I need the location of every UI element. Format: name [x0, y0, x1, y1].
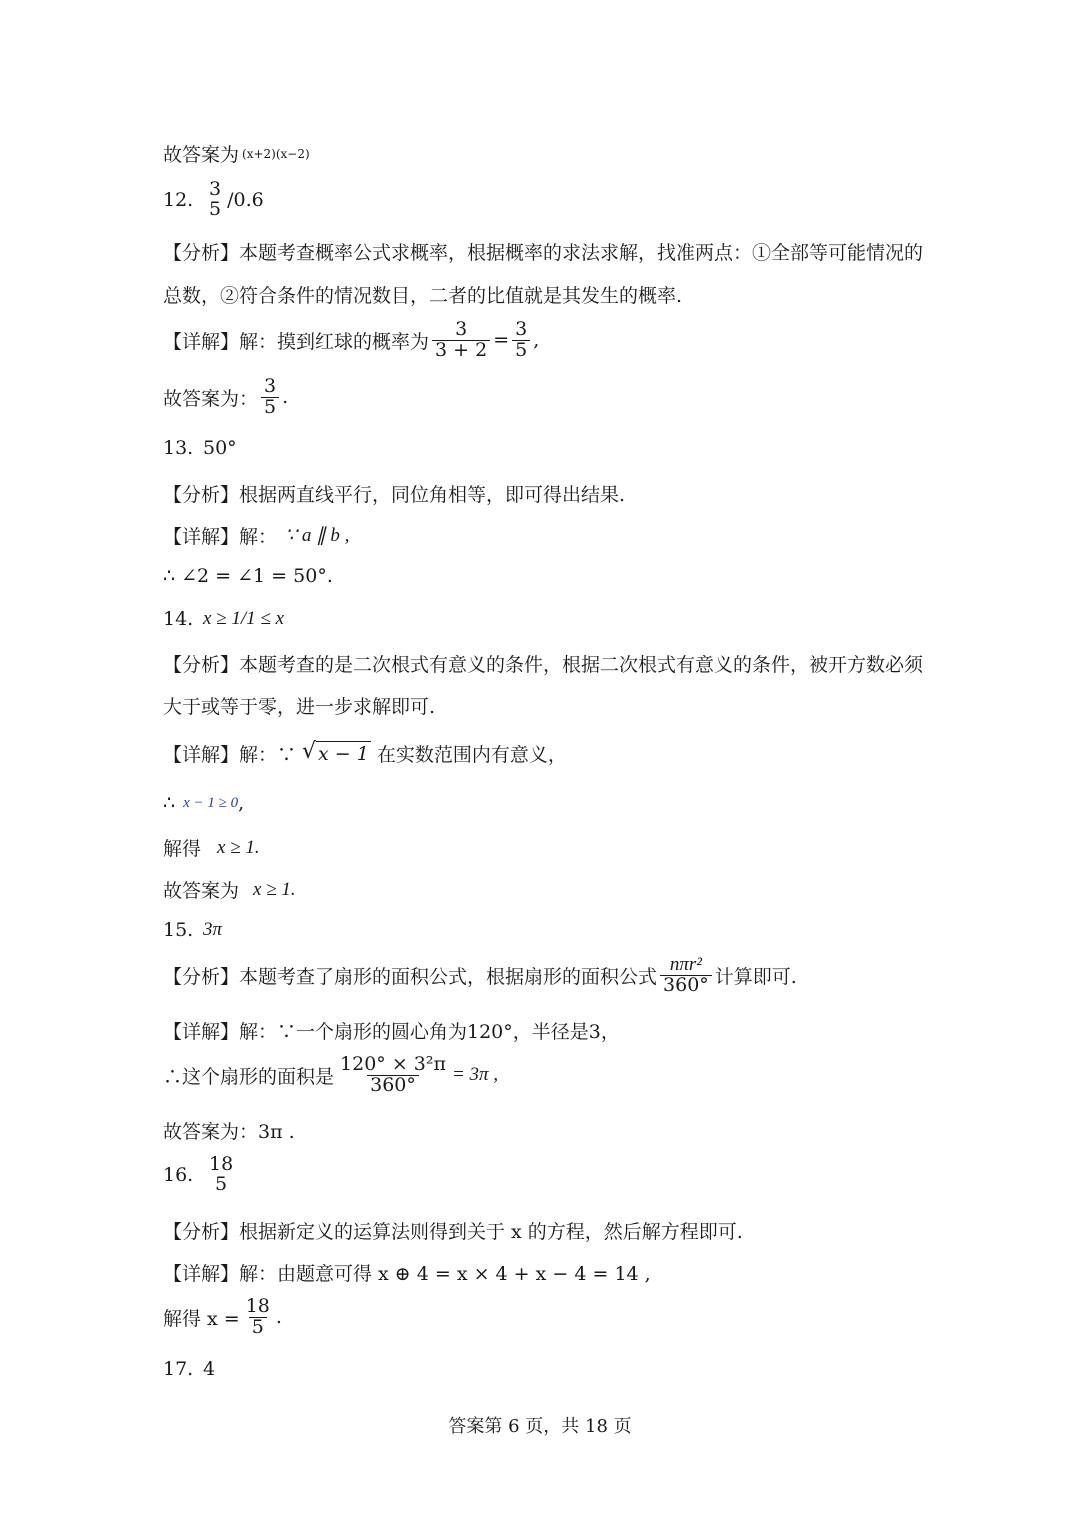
answer-value: x ≥ 1/1 ≤ x — [203, 608, 285, 629]
question-number: 13. — [163, 437, 194, 459]
denominator: 360° — [660, 975, 712, 996]
answer-line-11 — [163, 140, 310, 167]
fraction — [660, 955, 712, 996]
math-expression: = 3π , — [451, 1064, 499, 1086]
fraction — [206, 1155, 236, 1195]
question-number: 14. — [163, 608, 194, 630]
q14-answer — [163, 876, 296, 903]
fraction — [337, 1055, 449, 1096]
answer-value: 3π — [203, 919, 223, 940]
numerator: 3 — [264, 375, 277, 397]
denominator: 5 — [249, 1317, 267, 1338]
question-14-answer — [163, 608, 284, 630]
denominator: 5 — [261, 397, 279, 418]
page-footer: 答案第 6 页，共 18 页 — [448, 1416, 632, 1437]
numerator: 3 — [515, 318, 528, 340]
numerator: 3 — [455, 318, 468, 340]
math-expression: x ≥ 1. — [253, 878, 296, 900]
answer-label: 故答案为 — [163, 144, 240, 166]
denominator: 3 + 2 — [432, 340, 490, 361]
analysis-text: 【分析】根据两直线平行，同位角相等，即可得出结果. — [163, 484, 626, 506]
math-expression: x − 1 ≥ 0 — [183, 794, 239, 811]
fraction — [243, 1297, 273, 1338]
q13-analysis — [163, 480, 625, 507]
numerator: 18 — [209, 1153, 234, 1175]
math-expression: x ≥ 1. — [217, 836, 260, 858]
fraction — [432, 320, 490, 361]
punctuation: , — [238, 792, 245, 814]
answer-expression: (x+2)(x−2) — [242, 146, 310, 161]
question-number: 16. — [163, 1163, 194, 1186]
square-root — [302, 738, 371, 767]
numerator: nπr² — [669, 954, 702, 975]
fraction — [261, 377, 279, 418]
fraction — [512, 320, 530, 361]
analysis-text: 计算即可. — [714, 965, 797, 988]
detail-text: 【详解】解：由题意可得 x ⊕ 4 = x × 4 + x − 4 = 14 , — [163, 1263, 651, 1285]
answer-text: 故答案为：3π . — [163, 1121, 295, 1143]
therefore-symbol: ∴ — [163, 792, 176, 814]
detail-text: ∴这个扇形的面积是 — [163, 1065, 335, 1088]
equals: = — [493, 329, 510, 352]
math-expression: ∴ ∠2 = ∠1 = 50°. — [163, 565, 333, 587]
q13-conclusion — [163, 565, 333, 587]
q15-conclusion — [163, 1055, 498, 1096]
q15-answer — [163, 1117, 295, 1144]
denominator: 5 — [512, 340, 530, 361]
q12-answer — [163, 377, 288, 418]
answer-label: 故答案为 — [163, 880, 240, 902]
q14-detail — [163, 740, 567, 767]
answer-alt: /0.6 — [227, 188, 264, 211]
q14-solve — [163, 834, 260, 861]
detail-text: 【详解】解：∵ — [163, 744, 297, 766]
numerator: 3 — [209, 178, 222, 200]
answer-value: 50° — [203, 437, 237, 459]
question-number: 12. — [163, 188, 194, 211]
analysis-text: 总数，②符合条件的情况数目，二者的比值就是其发生的概率. — [163, 285, 683, 307]
analysis-text: 【分析】本题考查概率公式求概率，根据概率的求法求解，找准两点：①全部等可能情况的 — [163, 242, 924, 264]
q14-therefore — [163, 792, 244, 814]
q12-detail — [163, 320, 539, 361]
analysis-text: 【分析】本题考查了扇形的面积公式，根据扇形的面积公式 — [163, 965, 658, 988]
question-number: 17. — [163, 1358, 194, 1380]
denominator: 5 — [209, 197, 222, 220]
analysis-text: 【分析】本题考查的是二次根式有意义的条件，根据二次根式有意义的条件，被开方数必须 — [163, 654, 924, 676]
denominator: 5 — [215, 1172, 228, 1195]
q12-analysis-line-2 — [163, 281, 682, 308]
analysis-text: 大于或等于零，进一步求解即可. — [163, 696, 436, 718]
math-expression: ∵ a ∥ b , — [285, 525, 350, 546]
question-16-answer — [163, 1155, 239, 1195]
question-12-answer — [163, 180, 264, 220]
detail-text: 【详解】解：摸到红球的概率为 — [163, 330, 430, 353]
q16-detail — [163, 1259, 651, 1286]
question-15-answer — [163, 919, 222, 941]
q14-analysis-line-1 — [163, 650, 923, 677]
question-13-answer — [163, 437, 237, 459]
denominator: 360° — [367, 1075, 419, 1096]
detail-text: 【详解】解：∵一个扇形的圆心角为120°，半径是3， — [163, 1021, 620, 1043]
numerator: 120° × 3²π — [340, 1053, 446, 1075]
analysis-text: 【分析】根据新定义的运算法则得到关于 x 的方程，然后解方程即可. — [163, 1221, 743, 1243]
fraction — [206, 180, 224, 220]
answer-value: 4 — [203, 1358, 216, 1380]
q16-analysis — [163, 1217, 743, 1244]
q14-analysis-line-2 — [163, 692, 435, 719]
question-17-answer — [163, 1358, 215, 1380]
punctuation: . — [282, 386, 289, 409]
radical-sign: √ — [302, 738, 317, 764]
detail-text: 在实数范围内有意义， — [376, 744, 567, 766]
question-number: 15. — [163, 919, 194, 941]
punctuation: . — [275, 1306, 282, 1329]
q13-detail — [163, 522, 349, 549]
detail-text: 解得 x = — [163, 1307, 240, 1330]
detail-text: 【详解】解： — [163, 526, 278, 548]
radicand: x − 1 — [318, 742, 369, 765]
q12-analysis-line-1 — [163, 238, 923, 265]
detail-text: 解得 — [163, 838, 202, 860]
q16-solve — [163, 1297, 282, 1338]
punctuation: , — [533, 329, 540, 352]
q15-analysis — [163, 955, 797, 996]
answer-label: 故答案为： — [163, 387, 259, 410]
q15-detail — [163, 1017, 620, 1044]
numerator: 18 — [245, 1295, 270, 1317]
